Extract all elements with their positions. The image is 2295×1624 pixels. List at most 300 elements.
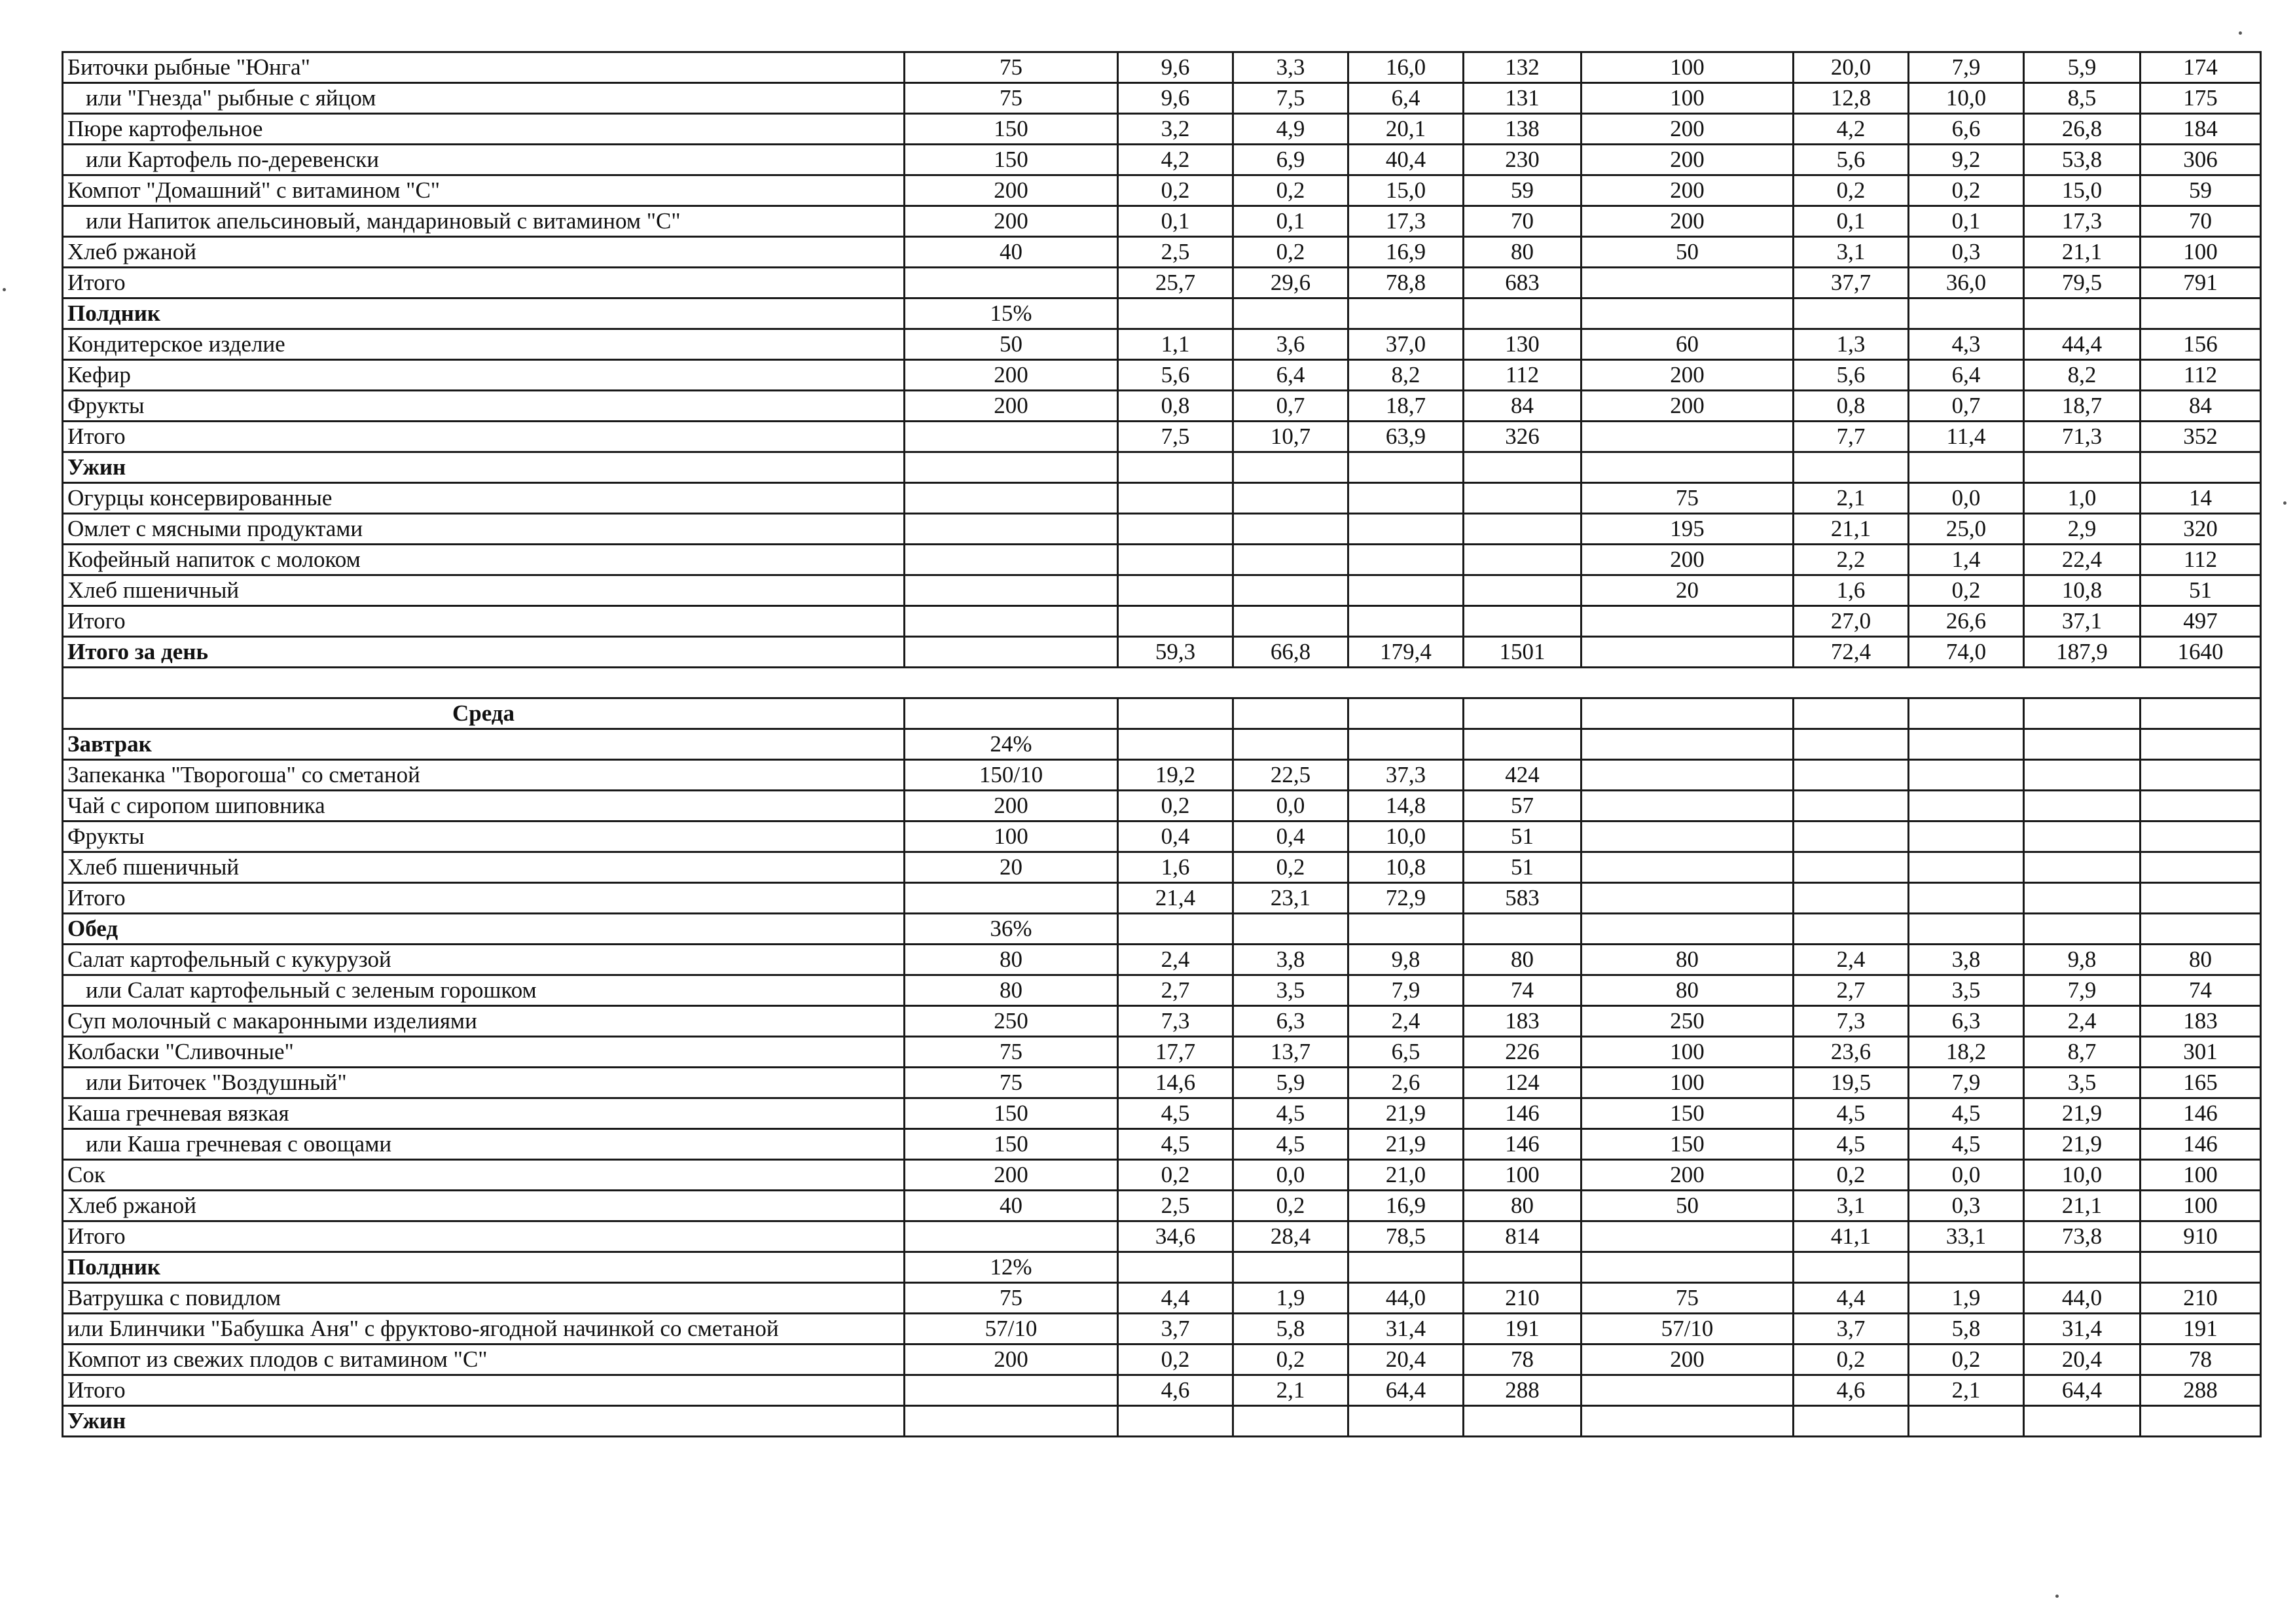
value-cell: 4,5: [1909, 1129, 2024, 1160]
value-cell: 0,8: [1794, 391, 1909, 422]
dish-name: Каша гречневая вязкая: [63, 1098, 905, 1129]
value-cell: 100: [2141, 237, 2261, 268]
value-cell: 44,0: [2024, 1283, 2141, 1314]
value-cell: 3,8: [1909, 945, 2024, 975]
value-cell: 7,3: [1118, 1006, 1233, 1037]
value-cell: 75: [905, 1037, 1118, 1068]
value-cell: [1464, 729, 1581, 760]
value-cell: [1464, 914, 1581, 945]
value-cell: 80: [1581, 945, 1794, 975]
value-cell: 352: [2141, 422, 2261, 452]
value-cell: [1909, 791, 2024, 821]
value-cell: 3,6: [1233, 329, 1348, 360]
value-cell: 100: [1581, 83, 1794, 114]
dish-name: Кофейный напиток с молоком: [63, 545, 905, 575]
value-cell: 0,1: [1233, 206, 1348, 237]
value-cell: [1581, 821, 1794, 852]
table-row: [63, 1129, 2261, 1160]
value-cell: 6,3: [1233, 1006, 1348, 1037]
value-cell: 4,9: [1233, 114, 1348, 145]
value-cell: [1581, 883, 1794, 914]
value-cell: 37,1: [2024, 606, 2141, 637]
value-cell: [1794, 883, 1909, 914]
value-cell: 200: [905, 391, 1118, 422]
value-cell: 0,1: [1794, 206, 1909, 237]
value-cell: [1581, 914, 1794, 945]
value-cell: 8,2: [1348, 360, 1464, 391]
value-cell: [2024, 729, 2141, 760]
value-cell: 2,5: [1118, 1191, 1233, 1221]
value-cell: 150: [1581, 1098, 1794, 1129]
value-cell: 78,8: [1348, 268, 1464, 298]
value-cell: 0,2: [1233, 1191, 1348, 1221]
table-row: [63, 206, 2261, 237]
value-cell: 5,6: [1118, 360, 1233, 391]
value-cell: 70: [1464, 206, 1581, 237]
value-cell: [1118, 914, 1233, 945]
value-cell: 36%: [905, 914, 1118, 945]
value-cell: 10,7: [1233, 422, 1348, 452]
value-cell: 791: [2141, 268, 2261, 298]
value-cell: [2141, 298, 2261, 329]
value-cell: 2,6: [1348, 1068, 1464, 1098]
value-cell: 200: [905, 791, 1118, 821]
dish-name: или Напиток апельсиновый, мандариновый с витамином "С": [63, 206, 905, 237]
value-cell: [1581, 606, 1794, 637]
value-cell: 226: [1464, 1037, 1581, 1068]
value-cell: 174: [2141, 52, 2261, 83]
value-cell: [905, 1221, 1118, 1252]
value-cell: 0,2: [1118, 1344, 1233, 1375]
value-cell: 0,2: [1233, 852, 1348, 883]
value-cell: 37,0: [1348, 329, 1464, 360]
value-cell: 100: [2141, 1160, 2261, 1191]
value-cell: [1464, 545, 1581, 575]
dish-name: Итого: [63, 422, 905, 452]
value-cell: [1118, 514, 1233, 545]
value-cell: 66,8: [1233, 637, 1348, 668]
value-cell: 2,4: [1118, 945, 1233, 975]
value-cell: [905, 1375, 1118, 1406]
value-cell: 0,2: [1909, 1344, 2024, 1375]
value-cell: [2024, 791, 2141, 821]
value-cell: [1909, 852, 2024, 883]
value-cell: 183: [1464, 1006, 1581, 1037]
scan-speck: [3, 288, 6, 291]
table-row: [63, 821, 2261, 852]
value-cell: 1,9: [1909, 1283, 2024, 1314]
value-cell: 138: [1464, 114, 1581, 145]
value-cell: 210: [1464, 1283, 1581, 1314]
value-cell: [1348, 298, 1464, 329]
table-row: [63, 760, 2261, 791]
value-cell: 6,3: [1909, 1006, 2024, 1037]
value-cell: 179,4: [1348, 637, 1464, 668]
value-cell: [1581, 1252, 1794, 1283]
value-cell: [2141, 852, 2261, 883]
value-cell: [1909, 821, 2024, 852]
value-cell: [1464, 483, 1581, 514]
value-cell: 21,9: [2024, 1129, 2141, 1160]
value-cell: 2,9: [2024, 514, 2141, 545]
value-cell: 250: [1581, 1006, 1794, 1037]
value-cell: [1118, 298, 1233, 329]
value-cell: 0,2: [1118, 1160, 1233, 1191]
value-cell: 78: [1464, 1344, 1581, 1375]
value-cell: [1581, 422, 1794, 452]
scan-speck: [2055, 1595, 2059, 1598]
value-cell: 10,8: [1348, 852, 1464, 883]
value-cell: 2,5: [1118, 237, 1233, 268]
value-cell: [2141, 760, 2261, 791]
table-row: [63, 852, 2261, 883]
value-cell: 0,2: [1118, 791, 1233, 821]
table-row: [63, 114, 2261, 145]
value-cell: 0,2: [1794, 1160, 1909, 1191]
value-cell: 200: [905, 360, 1118, 391]
table-row: [63, 883, 2261, 914]
value-cell: 5,8: [1233, 1314, 1348, 1344]
value-cell: 5,8: [1909, 1314, 2024, 1344]
value-cell: 20,0: [1794, 52, 1909, 83]
value-cell: [1348, 575, 1464, 606]
value-cell: 0,2: [1794, 175, 1909, 206]
value-cell: [1794, 852, 1909, 883]
value-cell: 4,5: [1233, 1129, 1348, 1160]
dish-name: Итого: [63, 883, 905, 914]
dish-name: Хлеб ржаной: [63, 1191, 905, 1221]
dish-name: Завтрак: [63, 729, 905, 760]
value-cell: 150: [905, 1098, 1118, 1129]
value-cell: 250: [905, 1006, 1118, 1037]
value-cell: 200: [1581, 114, 1794, 145]
value-cell: [1118, 729, 1233, 760]
table-row: [63, 1068, 2261, 1098]
value-cell: [1794, 298, 1909, 329]
value-cell: 18,7: [2024, 391, 2141, 422]
value-cell: [1794, 1406, 1909, 1437]
value-cell: [1581, 1375, 1794, 1406]
value-cell: 19,5: [1794, 1068, 1909, 1098]
value-cell: 191: [2141, 1314, 2261, 1344]
value-cell: 33,1: [1909, 1221, 2024, 1252]
dish-name: Компот "Домашний" с витамином "С": [63, 175, 905, 206]
value-cell: [1233, 452, 1348, 483]
table-row: [63, 606, 2261, 637]
value-cell: 7,5: [1118, 422, 1233, 452]
table-row: [63, 1006, 2261, 1037]
value-cell: 24%: [905, 729, 1118, 760]
value-cell: [2024, 821, 2141, 852]
value-cell: 37,7: [1794, 268, 1909, 298]
value-cell: 210: [2141, 1283, 2261, 1314]
value-cell: 0,1: [1909, 206, 2024, 237]
value-cell: 131: [1464, 83, 1581, 114]
value-cell: 156: [2141, 329, 2261, 360]
value-cell: 50: [905, 329, 1118, 360]
value-cell: 150: [905, 114, 1118, 145]
value-cell: 0,8: [1118, 391, 1233, 422]
value-cell: [1581, 698, 1794, 729]
table-row: [63, 975, 2261, 1006]
value-cell: 6,4: [1233, 360, 1348, 391]
table-row: [63, 1221, 2261, 1252]
value-cell: 0,1: [1118, 206, 1233, 237]
value-cell: [1794, 760, 1909, 791]
scan-speck: [2239, 31, 2242, 35]
value-cell: 10,8: [2024, 575, 2141, 606]
value-cell: 1640: [2141, 637, 2261, 668]
value-cell: 0,0: [1909, 483, 2024, 514]
dish-name: Полдник: [63, 1252, 905, 1283]
scan-speck: [2283, 501, 2286, 505]
value-cell: 200: [905, 206, 1118, 237]
value-cell: [1348, 452, 1464, 483]
dish-name: Салат картофельный с кукурузой: [63, 945, 905, 975]
value-cell: 150: [905, 1129, 1118, 1160]
value-cell: 72,4: [1794, 637, 1909, 668]
value-cell: [1464, 1252, 1581, 1283]
value-cell: 57/10: [905, 1314, 1118, 1344]
value-cell: 2,4: [1794, 945, 1909, 975]
value-cell: 74: [2141, 975, 2261, 1006]
table-row: [63, 83, 2261, 114]
value-cell: 9,8: [1348, 945, 1464, 975]
value-cell: 72,9: [1348, 883, 1464, 914]
value-cell: 112: [1464, 360, 1581, 391]
value-cell: 0,2: [1233, 175, 1348, 206]
value-cell: [1118, 698, 1233, 729]
value-cell: [1118, 452, 1233, 483]
value-cell: 8,7: [2024, 1037, 2141, 1068]
value-cell: 28,4: [1233, 1221, 1348, 1252]
value-cell: 165: [2141, 1068, 2261, 1098]
value-cell: [2024, 698, 2141, 729]
value-cell: 200: [1581, 145, 1794, 175]
dish-name: Колбаски "Сливочные": [63, 1037, 905, 1068]
table-row: [63, 791, 2261, 821]
value-cell: [1581, 791, 1794, 821]
value-cell: 73,8: [2024, 1221, 2141, 1252]
value-cell: 53,8: [2024, 145, 2141, 175]
dish-name: Хлеб ржаной: [63, 237, 905, 268]
value-cell: 31,4: [1348, 1314, 1464, 1344]
value-cell: 0,2: [1909, 575, 2024, 606]
table-row: [63, 483, 2261, 514]
value-cell: 5,9: [1233, 1068, 1348, 1098]
value-cell: [1909, 914, 2024, 945]
day-title: Среда: [63, 698, 905, 729]
dish-name: Чай с сиропом шиповника: [63, 791, 905, 821]
value-cell: [905, 452, 1118, 483]
value-cell: 4,5: [1794, 1129, 1909, 1160]
value-cell: 1,9: [1233, 1283, 1348, 1314]
value-cell: [1581, 760, 1794, 791]
value-cell: 320: [2141, 514, 2261, 545]
value-cell: 40: [905, 237, 1118, 268]
value-cell: [1909, 452, 2024, 483]
value-cell: 21,1: [1794, 514, 1909, 545]
value-cell: 175: [2141, 83, 2261, 114]
value-cell: 306: [2141, 145, 2261, 175]
value-cell: 6,9: [1233, 145, 1348, 175]
value-cell: 75: [905, 1068, 1118, 1098]
value-cell: [1118, 483, 1233, 514]
value-cell: 3,7: [1118, 1314, 1233, 1344]
value-cell: 80: [905, 945, 1118, 975]
value-cell: 200: [1581, 360, 1794, 391]
value-cell: 2,1: [1233, 1375, 1348, 1406]
value-cell: [1233, 606, 1348, 637]
value-cell: 84: [1464, 391, 1581, 422]
value-cell: 14: [2141, 483, 2261, 514]
value-cell: [2141, 821, 2261, 852]
value-cell: 18,7: [1348, 391, 1464, 422]
value-cell: 0,2: [1118, 175, 1233, 206]
dish-name: Итого: [63, 1375, 905, 1406]
table-row: [63, 1098, 2261, 1129]
value-cell: [1794, 1252, 1909, 1283]
meal-header-row: [63, 1406, 2261, 1437]
value-cell: 200: [1581, 545, 1794, 575]
value-cell: 3,7: [1794, 1314, 1909, 1344]
value-cell: 326: [1464, 422, 1581, 452]
day-total-row: [63, 637, 2261, 668]
value-cell: 23,6: [1794, 1037, 1909, 1068]
dish-name: Хлеб пшеничный: [63, 575, 905, 606]
value-cell: 50: [1581, 1191, 1794, 1221]
value-cell: 130: [1464, 329, 1581, 360]
value-cell: 7,5: [1233, 83, 1348, 114]
value-cell: 200: [905, 1344, 1118, 1375]
value-cell: 6,4: [1909, 360, 2024, 391]
table-row: [63, 1375, 2261, 1406]
value-cell: 301: [2141, 1037, 2261, 1068]
value-cell: [1464, 698, 1581, 729]
value-cell: 80: [1464, 237, 1581, 268]
dish-name: Фрукты: [63, 821, 905, 852]
value-cell: 4,6: [1118, 1375, 1233, 1406]
value-cell: 100: [1581, 1037, 1794, 1068]
value-cell: 75: [1581, 1283, 1794, 1314]
value-cell: 70: [2141, 206, 2261, 237]
value-cell: 19,2: [1118, 760, 1233, 791]
value-cell: [905, 883, 1118, 914]
value-cell: [2024, 452, 2141, 483]
value-cell: 4,5: [1794, 1098, 1909, 1129]
value-cell: 21,1: [2024, 1191, 2141, 1221]
value-cell: 814: [1464, 1221, 1581, 1252]
value-cell: [1581, 298, 1794, 329]
value-cell: [1233, 729, 1348, 760]
value-cell: 2,7: [1118, 975, 1233, 1006]
value-cell: 0,4: [1118, 821, 1233, 852]
value-cell: [1348, 914, 1464, 945]
value-cell: 187,9: [2024, 637, 2141, 668]
value-cell: [1464, 514, 1581, 545]
table-row: [63, 237, 2261, 268]
value-cell: 150/10: [905, 760, 1118, 791]
value-cell: 18,2: [1909, 1037, 2024, 1068]
value-cell: 5,6: [1794, 145, 1909, 175]
dish-name: Пюре картофельное: [63, 114, 905, 145]
dish-name: Хлеб пшеничный: [63, 852, 905, 883]
value-cell: [2141, 1252, 2261, 1283]
value-cell: 10,0: [2024, 1160, 2141, 1191]
value-cell: 64,4: [2024, 1375, 2141, 1406]
value-cell: 112: [2141, 545, 2261, 575]
value-cell: 6,6: [1909, 114, 2024, 145]
value-cell: 100: [1581, 1068, 1794, 1098]
value-cell: [905, 637, 1118, 668]
value-cell: [1348, 729, 1464, 760]
value-cell: [1794, 452, 1909, 483]
value-cell: 16,0: [1348, 52, 1464, 83]
value-cell: 80: [1464, 945, 1581, 975]
value-cell: 74: [1464, 975, 1581, 1006]
value-cell: [2141, 791, 2261, 821]
meal-header-row: [63, 1252, 2261, 1283]
value-cell: 59: [1464, 175, 1581, 206]
value-cell: [1348, 698, 1464, 729]
value-cell: 683: [1464, 268, 1581, 298]
value-cell: 0,3: [1909, 237, 2024, 268]
value-cell: [1581, 268, 1794, 298]
value-cell: 3,5: [1909, 975, 2024, 1006]
value-cell: 288: [1464, 1375, 1581, 1406]
dish-name: Запеканка "Творогоша" со сметаной: [63, 760, 905, 791]
dish-name: Итого: [63, 606, 905, 637]
value-cell: 0,4: [1233, 821, 1348, 852]
value-cell: 1,1: [1118, 329, 1233, 360]
value-cell: 0,0: [1233, 791, 1348, 821]
value-cell: 7,9: [1348, 975, 1464, 1006]
value-cell: 51: [2141, 575, 2261, 606]
value-cell: 21,4: [1118, 883, 1233, 914]
value-cell: 34,6: [1118, 1221, 1233, 1252]
table-row: [63, 329, 2261, 360]
value-cell: 40,4: [1348, 145, 1464, 175]
value-cell: 79,5: [2024, 268, 2141, 298]
value-cell: [2024, 760, 2141, 791]
dish-name: Ужин: [63, 1406, 905, 1437]
value-cell: [1909, 298, 2024, 329]
dish-name: Омлет с мясными продуктами: [63, 514, 905, 545]
value-cell: 146: [1464, 1129, 1581, 1160]
value-cell: 80: [1464, 1191, 1581, 1221]
value-cell: [905, 606, 1118, 637]
value-cell: [1348, 1252, 1464, 1283]
value-cell: [1348, 514, 1464, 545]
value-cell: 10,0: [1909, 83, 2024, 114]
menu-table: [62, 51, 2262, 1437]
value-cell: [905, 1406, 1118, 1437]
table-row: [63, 1314, 2261, 1344]
value-cell: [2141, 1406, 2261, 1437]
dish-name: Фрукты: [63, 391, 905, 422]
value-cell: 0,2: [1233, 237, 1348, 268]
value-cell: 8,5: [2024, 83, 2141, 114]
value-cell: 4,6: [1794, 1375, 1909, 1406]
value-cell: 7,3: [1794, 1006, 1909, 1037]
table-row: [63, 514, 2261, 545]
value-cell: [2141, 883, 2261, 914]
spacer-row: [63, 668, 2261, 698]
value-cell: 25,0: [1909, 514, 2024, 545]
value-cell: 71,3: [2024, 422, 2141, 452]
value-cell: [1118, 575, 1233, 606]
value-cell: [1909, 729, 2024, 760]
